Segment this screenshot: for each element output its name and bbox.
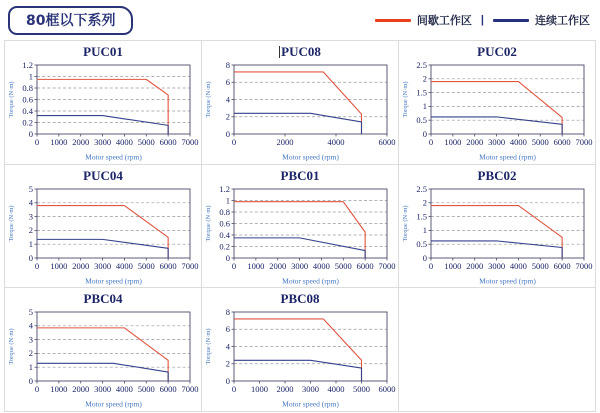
svg-text:6000: 6000 [378,137,396,147]
svg-text:7000: 7000 [575,137,593,147]
x-axis-label: Motor speed (rpm) [85,399,142,409]
svg-text:0.4: 0.4 [22,105,33,116]
series-line [431,241,562,258]
svg-text:4000: 4000 [327,384,345,395]
svg-text:0.5: 0.5 [416,238,427,249]
torque-speed-chart [203,307,397,410]
series-line [431,205,562,257]
svg-text:4000: 4000 [509,137,527,147]
chart-title-text: PBC02 [477,167,517,183]
svg-text:4: 4 [28,320,33,331]
svg-text:7000: 7000 [181,260,199,271]
torque-speed-chart [400,60,594,163]
chart-grid [4,40,596,412]
svg-text:2.5: 2.5 [416,60,427,70]
continuous-line-swatch [493,19,529,22]
y-axis-label: Torque (N·m) [402,81,409,118]
series-line [37,79,168,134]
svg-text:0: 0 [231,137,237,147]
x-axis-label: Motor speed (rpm) [85,276,142,286]
svg-text:5000: 5000 [531,137,549,147]
x-axis-label: Motor speed (rpm) [479,276,536,286]
svg-text:2: 2 [422,197,427,208]
chart-title-text: PUC08 [281,44,321,59]
series-line [37,116,168,134]
chart-title-text: PUC02 [477,44,517,59]
svg-text:5: 5 [28,307,33,318]
svg-text:2000: 2000 [276,137,294,147]
svg-text:4: 4 [28,197,33,208]
svg-text:1000: 1000 [247,260,265,271]
svg-text:3: 3 [28,211,33,222]
legend [375,12,590,28]
series-line [37,239,168,258]
legend-label-continuous: 连续工作区 [535,14,590,27]
y-axis-label: Torque (N·m) [8,205,15,242]
chart-title [202,168,398,184]
chart-area [202,60,398,163]
svg-text:1: 1 [422,224,427,235]
chart-area [399,184,595,287]
chart-cell [5,288,202,412]
svg-text:6000: 6000 [356,260,374,271]
svg-text:0: 0 [428,260,434,271]
svg-text:2000: 2000 [72,384,90,395]
series-line [431,82,562,134]
svg-text:4000: 4000 [327,137,345,147]
chart-cell [5,165,202,289]
svg-text:4000: 4000 [115,137,133,147]
y-axis-label: Torque (N·m) [205,205,212,242]
series-line [37,328,168,381]
series-line [37,205,168,257]
intermittent-line-swatch [375,19,411,22]
chart-title-text: PBC08 [280,291,320,307]
torque-speed-chart [6,307,200,410]
svg-text:0: 0 [231,384,237,395]
series-line [37,364,168,382]
svg-text:3000: 3000 [488,260,506,271]
y-axis-label: Torque (N·m) [402,205,409,242]
page-header [0,0,600,40]
chart-title [5,291,201,307]
svg-text:1: 1 [422,101,427,112]
svg-text:5000: 5000 [137,384,155,395]
svg-text:0.6: 0.6 [219,217,230,228]
svg-text:7000: 7000 [181,137,199,147]
svg-text:0: 0 [34,260,40,271]
svg-text:2: 2 [28,348,33,359]
svg-text:3000: 3000 [488,137,506,147]
x-axis-label: Motor speed (rpm) [282,152,339,162]
svg-text:1000: 1000 [251,384,268,395]
torque-speed-chart [400,184,594,287]
x-axis-label: Motor speed (rpm) [282,399,339,409]
svg-text:0: 0 [225,376,230,387]
svg-text:2000: 2000 [276,384,294,395]
svg-text:0.4: 0.4 [219,229,230,240]
svg-text:1000: 1000 [444,260,462,271]
svg-text:1: 1 [28,362,33,373]
svg-text:6000: 6000 [553,137,571,147]
chart-cell [202,288,399,412]
chart-cell [5,41,202,165]
svg-text:1.5: 1.5 [416,87,427,98]
chart-area [202,307,398,410]
svg-text:3000: 3000 [94,260,112,271]
svg-text:3: 3 [28,334,33,345]
svg-text:7000: 7000 [378,260,396,271]
svg-text:0: 0 [428,137,434,147]
chart-title [202,291,398,307]
svg-text:4: 4 [225,341,230,352]
chart-cell [399,165,596,289]
legend-item-continuous [493,12,590,28]
svg-text:2000: 2000 [466,260,484,271]
torque-speed-chart [203,184,397,287]
svg-text:0: 0 [225,252,230,263]
svg-text:6000: 6000 [553,260,571,271]
chart-area [5,307,201,410]
svg-text:2000: 2000 [72,260,90,271]
svg-text:0.8: 0.8 [219,206,230,217]
chart-title [5,168,201,184]
x-axis-label: Motor speed (rpm) [85,152,142,162]
svg-text:3000: 3000 [94,137,112,147]
chart-title-text: PUC04 [83,167,123,183]
svg-text:7000: 7000 [181,384,199,395]
svg-text:5000: 5000 [137,260,155,271]
torque-speed-chart [203,60,397,163]
svg-text:1.2: 1.2 [219,183,230,194]
x-axis-label: Motor speed (rpm) [479,152,536,162]
svg-text:1000: 1000 [50,137,68,147]
x-axis-label: Motor speed (rpm) [282,276,339,286]
svg-text:4000: 4000 [115,384,133,395]
svg-text:2000: 2000 [466,137,484,147]
torque-speed-chart [6,184,200,287]
svg-text:6000: 6000 [159,137,177,147]
y-axis-label: Torque (N·m) [205,81,212,118]
svg-text:5000: 5000 [137,137,155,147]
svg-text:3000: 3000 [302,384,319,395]
svg-text:3000: 3000 [291,260,309,271]
chart-title [202,44,398,60]
svg-text:1000: 1000 [50,384,68,395]
svg-text:0: 0 [28,376,33,387]
svg-text:0: 0 [231,260,237,271]
svg-text:0: 0 [422,252,427,263]
svg-text:7000: 7000 [575,260,593,271]
svg-text:5: 5 [28,183,33,194]
chart-cell [202,41,399,165]
svg-text:0: 0 [34,384,40,395]
chart-area [399,60,595,163]
series-line [234,319,362,381]
svg-text:6000: 6000 [378,384,396,395]
legend-item-intermittent [375,12,472,28]
legend-label-intermittent: 间歇工作区 [416,14,472,27]
chart-title-text: PBC04 [83,291,123,307]
svg-text:0: 0 [28,252,33,263]
svg-text:1.5: 1.5 [416,211,427,222]
svg-text:2: 2 [28,224,33,235]
chart-area [202,184,398,287]
series-line [234,238,365,258]
y-axis-label: Torque (N·m) [8,81,15,118]
chart-area [5,60,201,163]
svg-text:1: 1 [28,71,33,82]
svg-text:2.5: 2.5 [416,183,427,194]
series-line [234,72,362,134]
svg-text:1000: 1000 [444,137,462,147]
chart-cell [202,165,399,289]
chart-area [5,184,201,287]
svg-text:0: 0 [422,128,427,139]
chart-cell [399,41,596,165]
svg-text:6000: 6000 [159,260,177,271]
y-axis-label: Torque (N·m) [205,328,212,365]
svg-text:0: 0 [225,128,230,139]
text-caret [279,46,280,58]
series-line [431,117,562,134]
svg-text:1: 1 [225,194,230,205]
svg-text:4: 4 [225,94,230,105]
svg-text:5000: 5000 [531,260,549,271]
svg-text:8: 8 [225,307,230,318]
chart-title [399,44,595,60]
svg-text:4000: 4000 [509,260,527,271]
chart-title [5,44,201,60]
svg-text:0.8: 0.8 [22,82,33,93]
svg-text:6: 6 [225,324,230,335]
empty-cell [399,288,596,412]
torque-speed-chart [6,60,200,163]
svg-text:6: 6 [225,77,230,88]
svg-text:2000: 2000 [72,137,90,147]
svg-text:2000: 2000 [269,260,287,271]
chart-title-text: PBC01 [280,167,320,183]
svg-text:3000: 3000 [94,384,112,395]
svg-text:0.2: 0.2 [22,117,33,128]
svg-text:0: 0 [28,128,33,139]
svg-text:0.6: 0.6 [22,94,33,105]
svg-text:4000: 4000 [312,260,330,271]
svg-text:0.5: 0.5 [416,115,427,125]
legend-separator: | [480,14,484,26]
svg-text:1: 1 [28,238,33,249]
series-line [234,201,365,257]
svg-text:8: 8 [225,60,230,70]
svg-text:0: 0 [34,137,40,147]
series-title-badge: 80框以下系列 [8,6,133,35]
svg-text:2: 2 [225,111,230,122]
svg-text:5000: 5000 [353,384,370,395]
svg-text:2: 2 [422,73,427,84]
chart-title [399,168,595,184]
svg-text:1.2: 1.2 [22,60,33,70]
y-axis-label: Torque (N·m) [8,328,15,365]
svg-text:6000: 6000 [159,384,177,395]
svg-text:2: 2 [225,358,230,369]
svg-text:4000: 4000 [115,260,133,271]
svg-text:5000: 5000 [334,260,352,271]
chart-title-text: PUC01 [83,44,123,59]
svg-text:1000: 1000 [50,260,68,271]
svg-text:0.2: 0.2 [219,240,230,251]
